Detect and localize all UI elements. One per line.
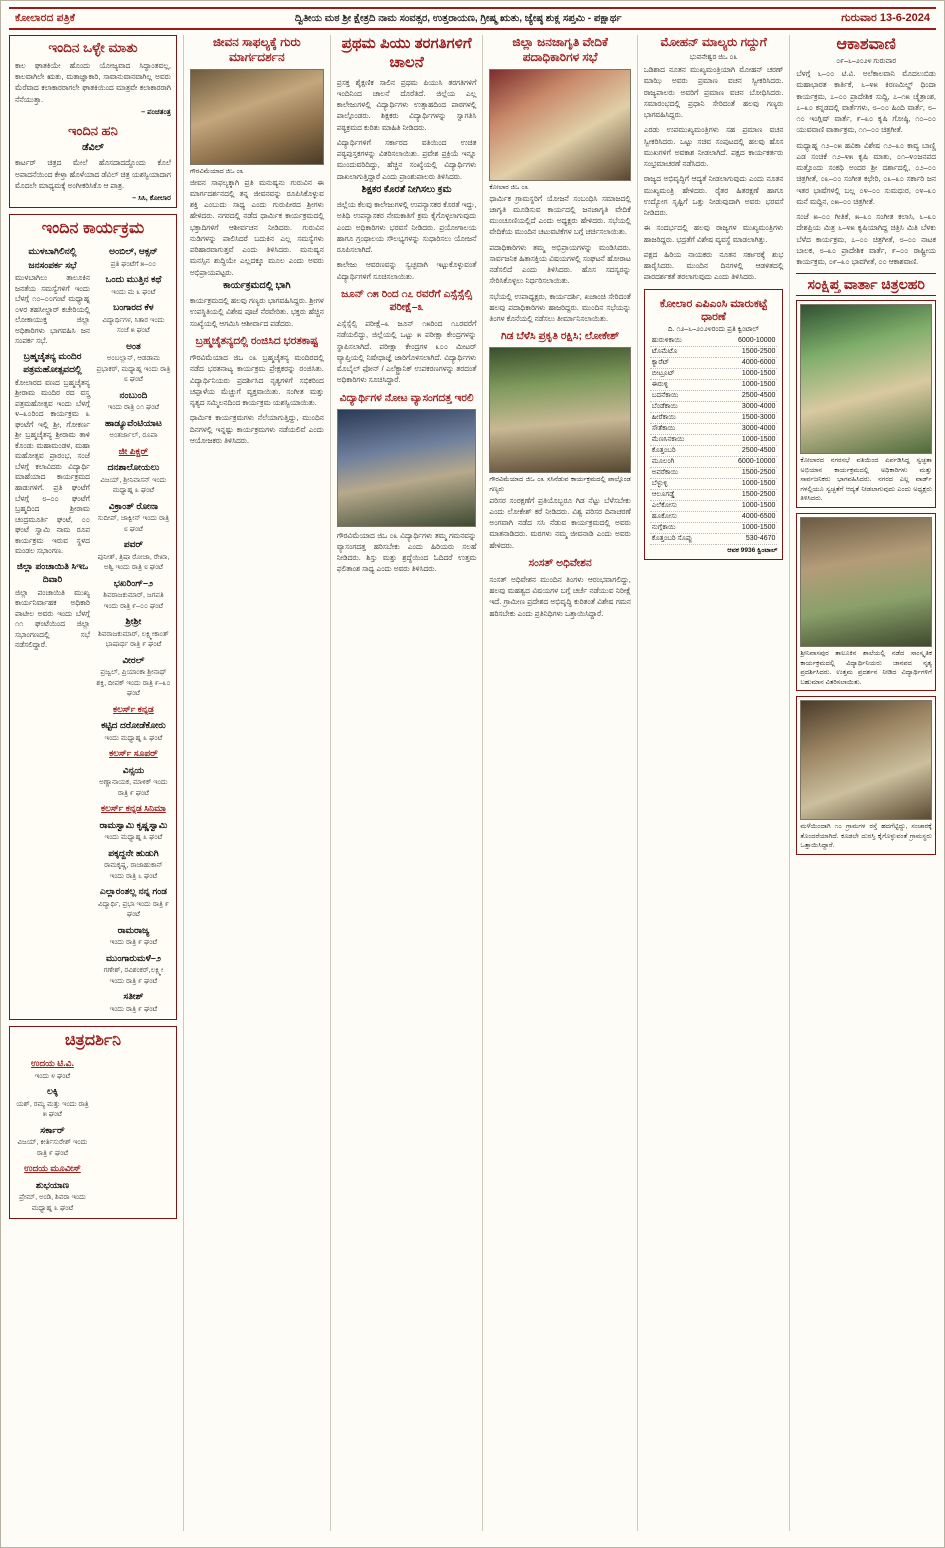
- pu-article-text-4: ಕಾಲೇಜು ಆವರಣವನ್ನು ಸ್ವಚ್ಛವಾಗಿ ಇಟ್ಟುಕೊಳ್ಳುವಂತೆ ವಿದ್ಯಾರ್ಥಿಗಳಿಗೆ ಸೂಚಿಸಲಾಯಿತು.: [336, 260, 477, 281]
- tv-title: ವಿಕ್ರಾಂತ್ ರೋನಾ: [108, 500, 159, 511]
- chitradarshini-box: [9, 1026, 177, 1219]
- table-row: [650, 478, 778, 489]
- table-row: [650, 489, 778, 500]
- tv-item: [96, 764, 171, 800]
- tv-title: ಶುಭಯಾಣ: [35, 1179, 70, 1190]
- gallery-item: [796, 696, 936, 855]
- tv-item: [96, 245, 171, 270]
- today-program-columns: [15, 242, 171, 1015]
- tv-title: ಎಲ್ಲಾರಂತಲ್ಲ ನನ್ನ ಗಂಡ: [99, 886, 167, 897]
- tv-time: ಇಂದು ರಾತ್ರಿ ೯ ಘಂಟೆ: [109, 939, 158, 947]
- chitradarshini-cols: [15, 1054, 171, 1214]
- gallery-photo-2: [800, 517, 932, 647]
- column-divider: [482, 35, 483, 1531]
- tv-item: [96, 847, 171, 883]
- commodity-price: 4000-6000: [716, 357, 778, 368]
- program-text: ಕೋಲಾರದ ವಣದ ಬ್ರಹ್ಮಚೈತನ್ಯ ಶ್ರೀರಾಮ ಮಂದಿರ ರದ ವಸ್ತ್ರ ಪತ್ರಮಹೋತ್ಸವ ಇಂದು ಬೆಳಗ್ಗೆ ೪–೩೦ರಿಂದ ಕಾರ್ಯಕ್ರಮ ೩ ಘಂಟೆಗೆ ಇಲ್ಲಿ ಶ್ರೀ, ಗೋಕರ್ಣ ಶ್ರೀ ಬ್ರಹ್ಮಚೈತನ್ಯ ಶ್ರೀರಾಮ ತಾಳಿ ಕೊಂಡು ಮಹಾಮಂಡಳ, ಮಹಾ ಮಹೋತ್ಸವ ಪ್ರಾರಂಭ, ಸಂಜೆ ಬೆಳಗ್ಗೆ ಕಲಾವಿದರು ವಿದ್ಯಾರ್ಥಿ ಮಾಹೆಯಾದ ಕಾರ್ಯಕ್ರಮದ ಹಾಡುಗಳಿಗೆ. ಪ್ರತಿ ಘಂಟೆಗೆ ಬೆಳಗ್ಗೆ ೮–೦೦ ಘಂಟೆಗೆ ಬ್ರಹ್ಮದಿಂದ ಶ್ರೀರಾಮ ಚಂದ್ರಮೂರ್ತಿ ಘಂಟೆ, ೦೦ ಘಂಟೆ ಸ್ವಾಮಿ ನಾಮ ರೂಪ ಕಾರ್ಯಕ್ರಮ ಇರುವ ಸ್ಥಳದ ಮಂಡಲ ಸಭಾಂಗಣ.: [15, 377, 90, 556]
- commodity-price: 1500-3000: [716, 412, 778, 423]
- forum-text-3: ಸಭೆಯಲ್ಲಿ ಉಪಾಧ್ಯಕ್ಷರು, ಕಾರ್ಯದರ್ಶಿ, ಖಜಾಂಚಿ ಸೇರಿದಂತೆ ಹಲವು ಪದಾಧಿಕಾರಿಗಳು ಹಾಜರಿದ್ದರು. ಮುಂದಿನ ಸಭೆಯನ್ನು ತಿಂಗಳ ಕೊನೆಯಲ್ಲಿ ನಡೆಸಲು ತೀರ್ಮಾನಿಸಲಾಯಿತು.: [489, 291, 631, 324]
- table-row: [650, 423, 778, 434]
- column-divider: [330, 35, 331, 1531]
- tv-time: ಅಂಬಲ್ಲಾನ್, ಆಡಡಾಮ ಪ್ರಭಾಕರ್, ಮಧ್ಯಾಹ್ನ ಇಂದು ರಾತ್ರಿ ೮ ಘಂಟೆ: [96, 355, 171, 384]
- tv-item: [96, 719, 171, 744]
- commodity-price: 2500-4500: [716, 445, 778, 456]
- commodity-name: ಹೀರೆಕಾಯಿ: [650, 412, 716, 423]
- commodity-name: ಮೆಣಸಿನಕಾಯಿ: [650, 434, 716, 445]
- tv-time: ಇಂದು ೪ ಘಂಟೆ: [34, 1072, 71, 1080]
- drop-text: ಕಾರ್ಟರ್ ಚಿತ್ರದ ಮೇಲೆ ಹೊಸದಾದದ್ದೊಂದು ಕೊಲೆ ಅಪಾದನೆಯಿಂದ ಕೇಳ್ತಾ ಹೊಳೆಯಾದ ಡೆವಿಲ್ ಚಿತ್ರ ಯಶಸ್ವಿಯಾದಾಗ ಮೊದಲೇ ಮಾಧ್ಯಮಕ್ಕೆ ಅಂಗೀಕರಿಸಿಕೊ ಆ ಪಾತ್ರ.: [15, 158, 171, 190]
- gallery-item: [796, 513, 936, 691]
- tv-title: ಕಟ್ಟಿದ ದರೋಡೆಕೋರು: [101, 720, 166, 731]
- today-program-title: ಇಂದಿನ ಕಾರ್ಯಕ್ರಮ: [41, 220, 145, 238]
- tv-title: ಒಂದು ಮುತ್ತಿನ ಕಥೆ: [105, 274, 162, 285]
- table-row: [650, 500, 778, 511]
- commodity-name: ಬೀಟ್ರೂಟ್: [650, 368, 716, 379]
- commodity-price: 1000-1500: [716, 434, 778, 445]
- column-3: [337, 35, 477, 1531]
- tv-title: ಭಖರಿಂಗ್–೨: [113, 577, 154, 588]
- tv-item: [96, 273, 171, 298]
- commodity-name: ಆಲೂಗಡ್ಡೆ: [650, 489, 716, 500]
- program-item: [15, 245, 90, 347]
- gallery-caption-1: ಕೋಲಾರದ ನಗರಸಭೆ ವತಿಯಿಂದ ಏರ್ಪಡಿಸಿದ್ದ ಸ್ವಚ್ಛತಾ ಅಭಿಯಾನ ಕಾರ್ಯಕ್ರಮದಲ್ಲಿ ಅಧಿಕಾರಿಗಳು ಮತ್ತು ಸಾರ್ವಜನಿಕರು ಭಾಗವಹಿಸಿದರು. ನಗರದ ಎಲ್ಲ ವಾರ್ಡ್ ಗಳಲ್ಲಿಯೂ ಸ್ವಚ್ಛತೆಗೆ ಆದ್ಯತೆ ನೀಡಲಾಗುವುದು ಎಂದು ಅಧ್ಯಕ್ಷರು ತಿಳಿಸಿದರು.: [800, 457, 932, 503]
- program-title: ಜಿಲ್ಲಾ ಪಂಚಾಯಿತಿ ಸಿಇಒ ದಿವಾರಿ: [16, 560, 89, 585]
- tv-time: ಗಣೇಶ್, ರವಿಶಂಕರ್,ಲಕ್ಷ್ಮೀ ಇಂದು ರಾತ್ರಿ ೯ ಘಂಟೆ: [103, 967, 164, 985]
- column-divider: [789, 35, 790, 1531]
- commodity-name: ಹುರುಳಿಕಾಯಿ: [650, 336, 716, 347]
- mohan-text-5: ಪಕ್ಷದ ಹಿರಿಯ ನಾಯಕರು ನೂತನ ಸರ್ಕಾರಕ್ಕೆ ಶುಭ ಹಾರೈಸಿದರು. ಮುಂದಿನ ದಿನಗಳಲ್ಲಿ ಆಡಳಿತದಲ್ಲಿ ಪಾರದರ್ಶಕತೆ ತರಲಾಗುವುದು ಎಂದು ತಿಳಿಸಿದರು.: [643, 249, 784, 282]
- tv-time: ವಿದ್ಯಾರ್ಥಿ, ಪ್ರಭಾ ಇಂದು ರಾತ್ರಿ ೯ ಘಂಟೆ: [97, 900, 169, 919]
- forum-text-2: ಪದಾಧಿಕಾರಿಗಳು ತಮ್ಮ ಅಭಿಪ್ರಾಯಗಳನ್ನು ಮಂಡಿಸಿದರು. ಸಾರ್ವಜನಿಕ ಹಿತಾಸಕ್ತಿಯ ವಿಷಯಗಳಲ್ಲಿ ಸಂಘಟನೆ ಹೋರಾಟ ನಡೆಸಲಿದೆ ಎಂದು ತಿಳಿಸಿದರು. ಹೊಸ ಸದಸ್ಯರನ್ನು ಸೇರಿಸಿಕೊಳ್ಳಲು ನಿರ್ಧರಿಸಲಾಯಿತು.: [489, 242, 631, 286]
- forum-photo-caption: ಕೋಲಾರ ಜಿಒ ೦೩: [489, 184, 529, 191]
- students-photo: [337, 409, 477, 527]
- commodity-name: ಈರುಳ್ಳಿ: [650, 379, 716, 390]
- tv-time: ವಿದ್ಯಾರ್ಥಿಗಳ, ಸಿತಾರ ಇಂದು ಸಂಜೆ ೫ ಘಂಟೆ: [102, 316, 165, 335]
- tv-title: ನಂಬುಂದಿ: [119, 389, 148, 400]
- commodity-name: ಕೊತ್ತಂಬರಿ: [650, 445, 716, 456]
- tv-time: ವಿಜಯ್, ಕೀರ್ತಿಸುರೇಶ್ ಇಂದು ರಾತ್ರಿ ೯ ಘಂಟೆ: [17, 1139, 88, 1157]
- chitradarshini-right: [96, 1054, 171, 1214]
- commodity-price: 3000-4000: [716, 423, 778, 434]
- tv-time: ಅಂತರ್ಜಾಲ್, ರೂಪಾ: [109, 432, 158, 440]
- commodity-name: ಸೌತೆಕಾಯಿ: [650, 423, 716, 434]
- commodity-name: ಹೂಕೋಸು: [650, 511, 716, 522]
- parliament-text: ಸಂಸತ್ ಅಧಿವೇಶನ ಮುಂದಿನ ತಿಂಗಳು ಆರಂಭವಾಗಲಿದ್ದು, ಹಲವು ಮಹತ್ವದ ವಿಷಯಗಳ ಬಗ್ಗೆ ಚರ್ಚೆ ನಡೆಯುವ ನಿರೀಕ್ಷೆ ಇದೆ. ಗ್ರಾಮೀಣ ಪ್ರದೇಶದ ಅಭಿವೃದ್ಧಿ ಕುರಿತಂತೆ ವಿಶೇಷ ಗಮನ ಹರಿಸಬೇಕು ಎಂದು ಪ್ರತಿನಿಧಿಗಳು ಒತ್ತಾಯಿಸಿದ್ದಾರೆ.: [489, 574, 631, 618]
- tv-time: ಇಂದು ಮಧ್ಯಾಹ್ನ ೩ ಘಂಟೆ: [104, 834, 163, 842]
- tv-title: ಮುಂಗಾರುಮಳೆ–೨: [105, 952, 161, 963]
- table-row: [650, 390, 778, 401]
- tv-item: [96, 500, 171, 536]
- guru-photo: [190, 69, 324, 165]
- chitradarshini-title: ಚಿತ್ರದರ್ಶಿನಿ: [64, 1032, 122, 1050]
- tv-channel: ಕಲರ್ಸ್ ಸೂಪರ್: [109, 748, 158, 759]
- pu-article-subhead: ಶಿಕ್ಷಕರ ಕೊರತೆ ನೀಗಿಸಲು ಕ್ರಮ: [361, 183, 452, 195]
- mohan-text-3: ರಾಜ್ಯದ ಅಭಿವೃದ್ಧಿಗೆ ಆದ್ಯತೆ ನೀಡಲಾಗುವುದು ಎಂದು ನೂತನ ಮುಖ್ಯಮಂತ್ರಿ ಹೇಳಿದರು. ರೈತರ ಹಿತರಕ್ಷಣೆ ಹಾಗೂ ಉದ್ಯೋಗ ಸೃಷ್ಟಿಗೆ ಒತ್ತು ನೀಡುವುದಾಗಿ ಅವರು ಭರವಸೆ ನೀಡಿದರು.: [643, 174, 784, 217]
- today-program-box: [9, 214, 177, 1020]
- pu-article-text-2: ವಿದ್ಯಾರ್ಥಿಗಳಿಗೆ ಸರ್ಕಾರದ ವತಿಯಿಂದ ಉಚಿತ ಪಠ್ಯಪುಸ್ತಕಗಳನ್ನು ವಿತರಿಸಲಾಯಿತು. ಪ್ರವೇಶ ಪ್ರಕ್ರಿಯೆ ಇನ್ನೂ ಮುಂದುವರಿದಿದ್ದು, ಹೆಚ್ಚಿನ ಸಂಖ್ಯೆಯಲ್ಲಿ ವಿದ್ಯಾರ್ಥಿಗಳು ದಾಖಲಾಗುತ್ತಿದ್ದಾರೆ ಎಂದು ಪ್ರಾಂಶುಪಾಲರು ತಿಳಿಸಿದರು.: [336, 137, 477, 181]
- tv-time: ಇಂದು ರಾತ್ರಿ ೯ ಘಂಟೆ: [109, 1005, 158, 1013]
- today-program-right: [96, 242, 171, 1015]
- masthead-day: ಗುರುವಾರ: [841, 12, 877, 24]
- column-4: [489, 35, 631, 1531]
- tv-title: ಪಕ್ಕದ್ದನೇ ಹುಡುಗಿ: [108, 847, 159, 858]
- commodity-name: ಎಲೆಕೋಸು: [650, 500, 716, 511]
- table-row: [650, 368, 778, 379]
- tv-time: ಪುನೀತ್, ತ್ರಿಷಾ ರೋಜಾ, ರೇಖಾ, ಅಶ್ವಿ ಇಂದು ರಾತ್ರಿ ೮ ಘಂಟೆ: [97, 553, 170, 572]
- table-row: [650, 522, 778, 533]
- commodity-price: 6000-10000: [716, 336, 778, 347]
- radio-title: ಆಕಾಶವಾಣಿ: [836, 36, 896, 53]
- commodity-name: ಅವರೆಕಾಯಿ: [650, 467, 716, 478]
- tv-time: ಶಿವರಾಜಕುಮಾರ್, ಲಕ್ಷ್ಮೀಕಾಂತ್ ಭಾಷಾರ್ಥ ರಾತ್ರಿ ೯ ಘಂಟೆ: [98, 630, 169, 649]
- commodity-price: 1500-2500: [716, 489, 778, 500]
- masthead-date-value: 13-6-2024: [879, 12, 930, 24]
- table-row: [650, 467, 778, 478]
- forum-headline: ಜಿಲ್ಲಾ ಜನಜಾಗೃತಿ ವೇದಿಕೆ ಪದಾಧಿಕಾರಿಗಳ ಸಭೆ: [512, 35, 608, 64]
- commodity-price: 1000-1500: [716, 522, 778, 533]
- sslc-exam-headline: ಜೂನ್ ೧೫ ರಿಂದ ೧೭ ರವರೆಗೆ ಎಸ್ಸೆಸ್ಸೆಲ್ಸಿ ಪರೀಕ್ಷೆ–೩: [341, 287, 473, 313]
- mohan-text-4: ಈ ಸಂದರ್ಭದಲ್ಲಿ ಹಲವು ರಾಜ್ಯಗಳ ಮುಖ್ಯಮಂತ್ರಿಗಳು ಹಾಜರಿದ್ದರು. ಭದ್ರತೆಗೆ ವಿಶೇಷ ವ್ಯವಸ್ಥೆ ಮಾಡಲಾಗಿತ್ತು.: [643, 223, 784, 244]
- today-program-left: [15, 242, 90, 1015]
- commodity-price: 530-4670: [716, 533, 778, 544]
- guru-article-text-1: ಜೀವನ ಸಾಫಲ್ಯಕ್ಕಾಗಿ ಪ್ರತಿ ಮನುಷ್ಯನು ಗುರುವಿನ ಈ ಮಾರ್ಗದರ್ಶನದಲ್ಲಿ ತನ್ನ ಜೀವನವನ್ನು ರೂಪಿಸಿಕೊಳ್ಳುವ ಶಕ್ತಿ ಎಂಬುದು ಸಾಧ್ಯ ಎಂದು ಗುರುಪೀಠದ ಶ್ರೀಗಳು ಹೇಳಿದರು. ನಗರದಲ್ಲಿ ನಡೆದ ಧಾರ್ಮಿಕ ಕಾರ್ಯಕ್ರಮದಲ್ಲಿ ಭಕ್ತಾದಿಗಳಿಗೆ ಆಶೀರ್ವಚನ ನೀಡಿದರು. ಗುರುವಿನ ನುಡಿಗಳನ್ನು ಪಾಲಿಸಿದರೆ ಬದುಕಿನ ಎಲ್ಲ ಸಮಸ್ಯೆಗಳು ಪರಿಹಾರವಾಗುತ್ತವೆ ಎಂದು ತಿಳಿಸಿದರು. ಮನುಷ್ಯನ ಮನಸ್ಸಿನ ಶುದ್ಧಿಯೇ ಎಲ್ಲದಕ್ಕೂ ಮೂಲ ಎಂದು ಅವರು ಅಭಿಪ್ರಾಯಪಟ್ಟರು.: [189, 177, 324, 277]
- gallery-photo-1: [800, 304, 932, 454]
- commodity-name: ಬದನೆಕಾಯಿ: [650, 390, 716, 401]
- tv-item: [96, 301, 171, 337]
- tv-title: ಪವರ್: [123, 539, 144, 550]
- tv-item: [96, 952, 171, 988]
- tv-time: ಸುದೀಪ್, ಜಾಕ್ವೀನ್ ಇಂದು ರಾತ್ರಿ ೮ ಘಂಟೆ: [97, 515, 170, 533]
- tv-channel: ಕಲರ್ಸ್ ಕನ್ನಡ: [113, 703, 154, 714]
- tv-time: ಇಂದು ಮ ೩ ಘಂಟೆ: [111, 288, 156, 296]
- commodity-name: ಕ್ಯಾರೆಟ್: [650, 357, 716, 368]
- tv-title: ಬಂಗಾರದ ಕೆಳ: [113, 302, 154, 313]
- commodity-price: 1000-1500: [716, 379, 778, 390]
- good-word-title: ಇಂದಿನ ಒಳ್ಳೇ ಮಾತು: [48, 40, 138, 55]
- program-item: [15, 560, 90, 651]
- commodity-price: 1000-1500: [716, 500, 778, 511]
- program-text: ಮುಳಬಾಗಿಲು ತಾಲೂಕಿನ ಜನತೆಯ ಸಮಸ್ಯೆಗಳಿಗೆ ಇಂದು ಬೆಳಗ್ಗೆ ೧೦–೦೦ಗಂಟೆ ಮಧ್ಯಾಹ್ನ ೦೪ರ ತಹಸೀಲ್ದಾರ್ ಕಚೇರಿಯಲ್ಲಿ ಲೋಕಾಯುಕ್ತ ಜಿಲ್ಲಾ ಅಧಿಕಾರಿಗಳು ಭಾಗವಹಿಸಿ ಜನ ಸಂಪರ್ಕ ಸಭೆ.: [15, 273, 90, 346]
- gallery-item: [796, 300, 936, 508]
- column-6: [796, 35, 936, 1531]
- commodity-price: 6000-10000: [716, 456, 778, 467]
- commodity-price: 1000-1500: [716, 478, 778, 489]
- masthead-publication: ಕೋಲಾರದ ಪತ್ರಿಕೆ: [15, 12, 76, 24]
- guru-photo-caption: ಗೌರವಿಮೆಯಾದ ಜಿಒ ೦೩: [189, 168, 244, 175]
- tv-item: [96, 615, 171, 651]
- masthead-calendar: ದ್ವಿತೀಯ ಮಠ ಶ್ರೀ ಕ್ಷೇತ್ರದಿ ನಾಮ ಸಂವತ್ಸರ, ಉತ್ತರಾಯಣ, ಗ್ರೀಷ್ಮ ಋತು, ಜ್ಯೇಷ್ಠ ಶುಕ್ಲ ಸಪ್ತಮಿ - ಪಕ್ಷಾರ್ಥ: [294, 13, 622, 24]
- commodity-price: 1000-1500: [716, 368, 778, 379]
- forum-text-1: ಧಾರ್ಮಿಕ ಗ್ರಾಮಸ್ಥರಿಗೆ ಯೋಜನೆ ಸಂಬಂಧಿಸಿ ಸಮಾಜದಲ್ಲಿ ಜಾಗೃತಿ ಮೂಡಿಸುವ ಕಾರ್ಯದಲ್ಲಿ ಜನಜಾಗೃತಿ ವೇದಿಕೆ ಮುಂಚೂಣಿಯಲ್ಲಿದೆ ಎಂದು ಅಧ್ಯಕ್ಷರು ಹೇಳಿದರು. ಸಭೆಯಲ್ಲಿ ವೇದಿಕೆಯ ಮುಂದಿನ ಚಟುವಟಿಕೆಗಳ ಬಗ್ಗೆ ಚರ್ಚಿಸಲಾಯಿತು.: [489, 193, 631, 237]
- tv-title: ಅಂತ: [126, 340, 141, 351]
- tv-title: ದನಶಾಲೋಯಲು: [107, 462, 160, 473]
- tv-item: [96, 445, 171, 459]
- tv-title: ಶ್ರೀಶ್ರೀ: [125, 616, 142, 627]
- gallery-caption-2: ಶ್ರೀನಿವಾಸಪುರ ತಾಲೂಕಿನ ಶಾಲೆಯಲ್ಲಿ ನಡೆದ ಸಾಂಸ್ಕೃತಿಕ ಕಾರ್ಯಕ್ರಮದಲ್ಲಿ ವಿದ್ಯಾರ್ಥಿನಿಯರು ಜಾನಪದ ನೃತ್ಯ ಪ್ರದರ್ಶಿಸಿದರು. ಉತ್ತಮ ಪ್ರದರ್ಶನ ನೀಡಿದ ವಿದ್ಯಾರ್ಥಿಗಳಿಗೆ ಬಹುಮಾನ ವಿತರಿಸಲಾಯಿತು.: [800, 649, 932, 686]
- tv-time: ಇಂದು ರಾತ್ರಿ ೦೧ ಘಂಟೆ: [107, 404, 160, 412]
- drop-title: ಇಂದಿನ ಹನಿ: [68, 122, 118, 138]
- tv-item: [96, 461, 171, 497]
- tv-time: ರಾಮಕೃಷ್ಣ, ರಾಜಾಹುಕಾನ್ ಇಂದು ರಾತ್ರಿ ೬ ಘಂಟೆ: [104, 862, 163, 880]
- column-divider: [183, 35, 184, 1531]
- parliament-headline: ಸಂಸತ್ ಅಧಿವೇಶನ: [528, 556, 592, 569]
- plant-trees-text: ಪರಿಸರ ಸಂರಕ್ಷಣೆಗೆ ಪ್ರತಿಯೊಬ್ಬರೂ ಗಿಡ ನೆಟ್ಟು ಬೆಳೆಸಬೇಕು ಎಂದು ಲೋಕೇಶ್ ಕರೆ ನೀಡಿದರು. ವಿಶ್ವ ಪರಿಸರ ದಿನಾಚರಣೆ ಅಂಗವಾಗಿ ನಡೆದ ಸಸಿ ನೆಡುವ ಕಾರ್ಯಕ್ರಮದಲ್ಲಿ ಅವರು ಮಾತನಾಡಿದರು. ಮರಗಳು ನಮ್ಮ ಜೀವನಾಡಿ ಎಂದು ಅವರು ಹೇಳಿದರು.: [489, 495, 631, 550]
- students-focus-text: ಗೌರವಿಮೆಯಾದ ಜಿಒ ೦೩ ವಿದ್ಯಾರ್ಥಿಗಳು ತಮ್ಮ ಗಮನವನ್ನು ವ್ಯಾಸಂಗದತ್ತ ಹರಿಸಬೇಕು ಎಂದು ಹಿರಿಯರು ಸಲಹೆ ನೀಡಿದರು. ಶಿಸ್ತು ಮತ್ತು ಶ್ರದ್ಧೆಯಿಂದ ಓದಿದರೆ ಉತ್ತಮ ಫಲಿತಾಂಶ ಸಾಧ್ಯ ಎಂದು ಅವರು ತಿಳಿಸಿದರು.: [336, 530, 477, 574]
- good-word-text: ಕಾಲ ಘಾತಕಿಯೇ ಹೊಂದು ಯೋಜ್ಯವಾದ ಸಿದ್ಧಾಂತವಲ್ಲ, ಕಾಲವಾಗಿಲೇ ಋತು, ಮತಾಜ್ಞಾಕಾರಿ, ಸಾವಾನುವಾನವಾಗಿಲ್ಲ ಅವರು ಮೆರೆವಾದ ಕಲಾಕಾರರಾಗಲೇ ಘಾತಕಿಯಿಂದ ಮಾತ್ರವೇ ಕಲಾಕಾರರಾಗಿ ನೆನೆಯುತ್ತಾ.: [15, 60, 171, 104]
- commodity-name: ಬೆಂಡೆಕಾಯಿ: [650, 401, 716, 412]
- tv-time: ಶಿವರಾಜಕುಮಾರ್, ಜಗಪತಿ ಇಂದು ರಾತ್ರಿ ೯–೦೦ ಘಂಟೆ: [103, 592, 164, 610]
- tv-time: ಪ್ರತಿ ಘಂಟೆಗೆ ೫–೦೦: [110, 260, 157, 268]
- forum-photo: [489, 69, 631, 181]
- commodity-name: ಬೆಳ್ಳುಳ್ಳಿ: [650, 478, 716, 489]
- masthead: [9, 7, 936, 30]
- bharatanatya-headline: ಬ್ರಹ್ಮಚೈತನ್ಯದಲ್ಲಿ ರಂಜಿಸಿದ ಭರತಕಾಷ್ಟ: [195, 334, 319, 347]
- market-rates-total: ಆವಕ 9936 ಕ್ವಿಂಟಾಲ್: [727, 546, 778, 554]
- tv-item: [96, 577, 171, 613]
- column-5: [644, 35, 784, 1531]
- commodity-name: ಮೂಲಂಗಿ: [650, 456, 716, 467]
- tv-item: [96, 654, 171, 700]
- guru-article-subhead-1: ಕಾರ್ಯಕ್ರಮದಲ್ಲಿ ಭಾಗಿ: [223, 279, 291, 291]
- radio-date: ೦೯–೬–೨೦೨೪ ಗುರುವಾರ: [836, 58, 897, 65]
- tv-item: [96, 417, 171, 442]
- tv-channel: ಕಲರ್ಸ್ ಕನ್ನಡ ಸಿನಿಮಾ: [101, 803, 166, 814]
- tv-title: ಸತೀಶ್: [123, 991, 144, 1002]
- tv-time: ಪ್ರಜ್ವಲ್, ಪ್ರಿಯಾಂಕಾ ಶ್ರೀನಾಥ್ ಶಕ್ತಿ, ದೀಪಕ್ ಇಂದು ರಾತ್ರಿ ೯–೩೦ ಘಂಟೆ: [96, 669, 171, 698]
- tv-item: [96, 538, 171, 574]
- pu-article-headline: ಪ್ರಥಮ ಪಿಯು ತರಗತಿಗಳಿಗೆ ಚಾಲನೆ: [341, 35, 472, 71]
- tv-channel: ಜೀ ಪಿಕ್ಚರ್: [118, 445, 149, 456]
- market-rates-table: [650, 336, 778, 545]
- radio-schedule-afternoon: ಮಧ್ಯಾಹ್ನ ೧೨–೦೫ ಹವಿಕಾ ವಿಶೇಷ ೧೨–೩೦ ಕಾವ್ಯ ಬಾಣ್ಣಿ ಎಡ ಸಂಚಿಕೆ ೧೨–೪೫ ಕೃಷಿ ಮಾತು, ೦೧–೪೦ಜನಪದ ಮತ್ತೊಂದು ಸಂಕಥಿ ಅಂದರ ಶ್ರೀ ದರ್ಶಾದಲ್ಲಿ, ೦೨–೦೦ ಚಿತ್ರಗೀತೆ, ೦೩–೦೦ ಸಂಗೀತ ಕಛೇರಿ, ೦೩–೩೦ ಸರ್ಕಾರಿ ಜನ ಇತರ ಭಾಷೆಗಳಲ್ಲಿ ಬಲ್ಲ ೦೪–೦೦ ಸುಮಧುರ, ೦೪–೩೦ ಮನೆ ಮದ್ದಿನ, ೦೫–೦೦ ಚಿತ್ರಗೀತೆ.: [796, 140, 936, 206]
- column-divider: [637, 35, 638, 1531]
- mohan-text-2: ಎರಡು ಉಪಮುಖ್ಯಮಂತ್ರಿಗಳು ಸಹ ಪ್ರಮಾಣ ವಚನ ಸ್ವೀಕರಿಸಿದರು. ಒಟ್ಟು ಸಚಿವ ಸಂಪುಟದಲ್ಲಿ ಹಲವು ಹೊಸ ಮುಖಗಳಿಗೆ ಅವಕಾಶ ನೀಡಲಾಗಿದೆ. ಪಕ್ಷದ ಕಾರ್ಯಕರ್ತರು ಸಂಭ್ರಮಾಚರಣೆ ನಡೆಸಿದರು.: [643, 125, 784, 168]
- good-word-box: [9, 35, 177, 208]
- table-row: [650, 379, 778, 390]
- tv-time: ಪ್ರೇಮ್, ಅಂಡಿ, ಶಿವರಾ ಇಂದು ಮಧ್ಯಾಹ್ನ ೩ ಘಂಟೆ: [19, 1194, 86, 1212]
- bharatanatya-text-2: ಧಾರ್ಮಿಕ ಕಾರ್ಯಕ್ರಮಗಳು ನೆಲೆಯಾಗುತ್ತಿದ್ದು, ಮುಂದಿನ ದಿನಗಳಲ್ಲಿ ಇನ್ನಷ್ಟು ಕಾರ್ಯಕ್ರಮಗಳು ನಡೆಯಲಿವೆ ಎಂದು ಆಯೋಜಕರು ತಿಳಿಸಿದರು.: [189, 413, 324, 445]
- commodity-name: ಕೊತ್ತಂಬರಿ ಸೊಪ್ಪು: [650, 533, 716, 544]
- tv-item: [96, 389, 171, 414]
- pu-article-text-1: ಪ್ರಸಕ್ತ ಶೈಕ್ಷಣಿಕ ಸಾಲಿನ ಪ್ರಥಮ ಪಿಯುಸಿ ತರಗತಿಗಳಿಗೆ ಇಂದಿನಿಂದ ಚಾಲನೆ ದೊರೆತಿದೆ. ಜಿಲ್ಲೆಯ ಎಲ್ಲ ಕಾಲೇಜುಗಳಲ್ಲಿ ವಿದ್ಯಾರ್ಥಿಗಳು ಉತ್ಸಾಹದಿಂದ ಪಾಠಗಳಲ್ಲಿ ಪಾಲ್ಗೊಂಡರು. ಶಿಕ್ಷಕರು ವಿದ್ಯಾರ್ಥಿಗಳನ್ನು ಸ್ವಾಗತಿಸಿ ಪಠ್ಯಕ್ರಮದ ಕುರಿತು ಮಾಹಿತಿ ನೀಡಿದರು.: [336, 77, 477, 132]
- tv-title: ಹಾಡ್ಯೂವೆಂಟಿಯಾಟ: [105, 417, 162, 428]
- radio-schedule-evening: ಸಂಜೆ ೫–೦೦ ಗೀತಿಕೆ, ೫–೩೦ ಸಂಗೀತ ಕಲಾಸಿ, ೬–೩೦ ದೇಶಪ್ರಿಯ ಮಿತ್ರ ೬–೪೫ ಕೃಷಿಯಾಗಿದ್ದ ಚಿತ್ರಿಸಿ ಮಿತಿ ಬೆಳಕು ಬೆಳೆದ ಕಾರ್ಯಕ್ರಮ, ೭–೦೦ ಚಿತ್ರಗೀತೆ, ೮–೦೦ ನಾಟಕ ಬಾಲಕ, ೮–೩೦ ಪ್ರಾದೇಶಿಕ ವಾರ್ತೆ, ೯–೦೦ ರಾಷ್ಟ್ರೀಯ ಕಾರ್ಯಕ್ರಮ, ೦೯–೩೦ ಭಾವಗೀತೆ, ೦೦ ಆಕಾಶವಾಣಿ.: [796, 212, 936, 266]
- tv-item: [96, 819, 171, 844]
- masthead-date: [841, 12, 930, 25]
- tv-item: [96, 340, 171, 386]
- tv-item: [96, 802, 171, 816]
- tv-item: [96, 990, 171, 1015]
- students-focus-headline: ವಿದ್ಯಾರ್ಥಿಗಳ ನೋಟ ವ್ಯಾಸಂಗದತ್ತ ಇರಲಿ: [339, 391, 474, 404]
- mohan-text-1: ಒಡಿಶಾದ ನೂತನ ಮುಖ್ಯಮಂತ್ರಿಯಾಗಿ ಮೋಹನ್ ಚರಣ್ ಮಾಝಿ ಅವರು ಪ್ರಮಾಣ ವಚನ ಸ್ವೀಕರಿಸಿದರು. ರಾಜ್ಯಪಾಲರು ಅವರಿಗೆ ಪ್ರಮಾಣ ವಚನ ಬೋಧಿಸಿದರು. ಸಮಾರಂಭದಲ್ಲಿ ಪ್ರಧಾನಿ ಸೇರಿದಂತೆ ಹಲವು ಗಣ್ಯರು ಭಾಗವಹಿಸಿದ್ದರು.: [643, 65, 784, 119]
- tv-title: ಲಕ್ಕಿ: [47, 1086, 58, 1097]
- mohan-headline: ಮೋಹನ್ ಮಾಲ್ಯರು ಗದ್ದುಗೆ: [660, 35, 767, 49]
- chitradarshini-left: [15, 1054, 90, 1214]
- tv-title: ವೀರಲ್: [122, 654, 145, 665]
- market-rates-date: ದಿ. ೧೨–೬–೨೦೨೪ರಂದು ಪ್ರತಿ ಕ್ವಿಂಟಾಲ್: [668, 325, 760, 333]
- tv-item: [96, 747, 171, 761]
- program-title: ಮುಳಬಾಗಿಲಿನಲ್ಲಿ ಜನಸಂಪರ್ಕ ಸಭೆ: [28, 246, 77, 270]
- tv-time: ವಿಜಯ್, ಶ್ರೀನಿವಾಸನ್ ಇಂದು ಮಧ್ಯಾಹ್ನ ೩ ಘಂಟೆ: [100, 476, 167, 495]
- tv-item: [96, 885, 171, 921]
- radio-schedule-morning: ಬೆಳಗ್ಗೆ ೬–೦೦ ಟಿ.ವಿ. ಅಲೆಕಾಲವಾನಿ ಮೊದಲುಬಿಡು ಮಹಾಭಾರತ ಕಾರ್ತಿಕೆ, ೬–೪೫ ಕಿರಣಮಿಲ್ಡ್ ಧಿಂದಾ ಕಾರ್ಯಕ್ರಮ, ೭–೦೦ ಪ್ರಾದೇಶಿಕ ಸುದ್ದಿ, ೭–೧೫ ಚೈತ್ರಾಂಶ, ೭–೩೦ ಕನ್ನಡದಲ್ಲಿ ವಾರ್ತೆಗಳು, ೮–೦೦ ಹಿಂದಿ ವಾರ್ತೆ, ೮–೧೦ ಇಂಗ್ಲಿಷ್ ವಾರ್ತೆ, ೯–೩೦ ಕೃಷಿ ಗೋಷ್ಠಿ, ೧೦–೦೦ ಯುವವಾಣಿ ವಾರ್ತಾಕ್ರಮ, ೧೧–೦೦ ಚಿತ್ರಗೀತೆ.: [796, 69, 936, 135]
- commodity-price: 2500-4500: [716, 390, 778, 401]
- table-row: [650, 434, 778, 445]
- plant-trees-headline: ಗಿಡ ಬೆಳೆಸಿ ಪ್ರಕೃತಿ ರಕ್ಷಿಸಿ; ಲೋಕೇಶ್: [500, 330, 620, 343]
- tv-title: ಅಂಬಿಲ್, ಆಕ್ಸನ್: [109, 246, 158, 257]
- table-row: [650, 445, 778, 456]
- gallery-photo-3: [800, 700, 932, 820]
- drop-byline: – ಸಿಸಿ, ಕೋಲಾರ: [132, 193, 171, 203]
- drop-subtitle: ಡೆವಿಲ್: [82, 142, 104, 154]
- bharatanatya-text: ಗೌರವಿಮೆಯಾದ ಜಿಒ ೦೩ ಬ್ರಹ್ಮಚೈತನ್ಯ ಮಂದಿರದಲ್ಲಿ ನಡೆದ ಭರತನಾಟ್ಯ ಕಾರ್ಯಕ್ರಮ ಪ್ರೇಕ್ಷಕರನ್ನು ರಂಜಿಸಿತು. ವಿದ್ಯಾರ್ಥಿನಿಯರು ಪ್ರದರ್ಶಿಸಿದ ನೃತ್ಯಗಳಿಗೆ ಸಭಿಕರಿಂದ ಚಪ್ಪಾಳೆಯ ಮೆಚ್ಚುಗೆ ವ್ಯಕ್ತವಾಯಿತು. ಸಂಗೀತ ಮತ್ತು ನೃತ್ಯದ ಸಮ್ಮಿಲನದಿಂದ ಕಾರ್ಯಕ್ರಮ ಯಶಸ್ವಿಯಾಯಿತು.: [189, 353, 324, 408]
- sslc-exam-text: ಎಸ್ಸೆಸ್ಸೆಲ್ಸಿ ಪರೀಕ್ಷೆ–೩ ಜೂನ್ ೧೫ರಿಂದ ೧೭ರವರೆಗೆ ನಡೆಯಲಿದ್ದು, ಜಿಲ್ಲೆಯಲ್ಲಿ ಒಟ್ಟು ೫ ಪರೀಕ್ಷಾ ಕೇಂದ್ರಗಳನ್ನು ಸ್ಥಾಪಿಸಲಾಗಿದೆ. ಪರೀಕ್ಷಾ ಕೇಂದ್ರಗಳ ೩೦೦ ಮೀಟರ್ ವ್ಯಾಪ್ತಿಯಲ್ಲಿ ನಿಷೇಧಾಜ್ಞೆ ಜಾರಿಗೊಳಿಸಲಾಗಿದೆ. ವಿದ್ಯಾರ್ಥಿಗಳು ಮೊಬೈಲ್ ಫೋನ್ / ಎಲೆಕ್ಟ್ರಾನಿಕ್ ಉಪಕರಣಗಳನ್ನು ತರದಂತೆ ಅಧಿಕಾರಿಗಳು ಸೂಚಿಸಿದ್ದಾರೆ.: [336, 319, 477, 385]
- tv-item: [96, 703, 171, 717]
- mohan-dateline: ಭುವನೇಶ್ವರ ಜಿಒ ೦೩: [689, 54, 738, 61]
- tv-channel: ಉದಯ ಮೂವೀಸ್: [24, 1163, 81, 1174]
- column-1: [9, 35, 177, 1531]
- tv-item: [96, 924, 171, 949]
- commodity-price: 1500-2500: [716, 467, 778, 478]
- tv-title: ರಾಮರಾಜ್ಯ: [117, 924, 150, 935]
- commodity-price: 1500-2500: [716, 346, 778, 357]
- program-item: [15, 350, 90, 557]
- commodity-name: ಟೊಮೆಟೊ: [650, 346, 716, 357]
- good-word-byline: – ಪಂಚತಂತ್ರ: [141, 106, 171, 116]
- table-row: [650, 401, 778, 412]
- table-row: [650, 511, 778, 522]
- gallery-title: ಸಂಕ್ಷಿಪ್ತ ವಾರ್ತಾ ಚಿತ್ರಲಹರಿ: [796, 273, 936, 296]
- commodity-name: ನುಗ್ಗೆಕಾಯಿ: [650, 522, 716, 533]
- plant-trees-caption: ಗೌರವಿಮೆಯಾದ ಜಿಒ ೦೩ ಸಸಿನೆಡುವ ಕಾರ್ಯಕ್ರಮದಲ್ಲಿ ಪಾಲ್ಗೊಂಡ ಗಣ್ಯರು: [489, 476, 631, 493]
- column-2: [190, 35, 324, 1531]
- pu-article-text-3: ಜಿಲ್ಲೆಯ ಕೆಲವು ಕಾಲೇಜುಗಳಲ್ಲಿ ಉಪನ್ಯಾಸಕರ ಕೊರತೆ ಇದ್ದು, ಅತಿಥಿ ಉಪನ್ಯಾಸಕರ ನೇಮಕಾತಿಗೆ ಕ್ರಮ ಕೈಗೊಳ್ಳಲಾಗುವುದು ಎಂದು ಅಧಿಕಾರಿಗಳು ಭರವಸೆ ನೀಡಿದರು. ಪ್ರಯೋಗಾಲಯ ಹಾಗೂ ಗ್ರಂಥಾಲಯ ಸೌಲಭ್ಯಗಳನ್ನು ಸುಧಾರಿಸಲು ಯೋಜನೆ ರೂಪಿಸಲಾಗಿದೆ.: [336, 200, 477, 255]
- tv-channel: ಉದಯ ಟಿ.ವಿ.: [30, 1058, 74, 1069]
- market-rates-title: ಕೋಲಾರ ಎಪಿಎಂಸಿ ಮಾರುಕಟ್ಟೆ ಧಾರಣೆ: [659, 297, 768, 323]
- commodity-price: 4000-6500: [716, 511, 778, 522]
- tv-time: ಯಶ್, ರಮ್ಯ ಮತ್ತು ಇಂದು ರಾತ್ರಿ ೫ ಘಂಟೆ: [16, 1100, 89, 1119]
- commodity-price: 3000-4000: [716, 401, 778, 412]
- guru-article-text-2: ಕಾರ್ಯಕ್ರಮದಲ್ಲಿ ಹಲವು ಗಣ್ಯರು ಭಾಗವಹಿಸಿದ್ದರು. ಶ್ರೀಗಳ ಉಪಸ್ಥಿತಿಯಲ್ಲಿ ವಿಶೇಷ ಪೂಜೆ ನೆರವೇರಿತು. ಭಕ್ತರು ಹೆಚ್ಚಿನ ಸಂಖ್ಯೆಯಲ್ಲಿ ಆಗಮಿಸಿ ಆಶೀರ್ವಾದ ಪಡೆದರು.: [189, 296, 324, 328]
- tv-time: ಅಣ್ಣಾನಾಯಕ, ಮಾಳಿಕ್ ಇಂದು ರಾತ್ರಿ ೯ ಘಂಟೆ: [99, 779, 168, 797]
- table-row: [650, 357, 778, 368]
- tv-time: ಇಂದು ಮಧ್ಯಾಹ್ನ ೩ ಘಂಟೆ: [104, 734, 163, 742]
- table-row: [650, 412, 778, 423]
- table-row: [650, 336, 778, 347]
- tv-title: ರಾಮಸ್ವಾಮಿ ಕೃಷ್ಣಸ್ವಾಮಿ: [99, 819, 168, 830]
- table-row: [650, 346, 778, 357]
- market-rates-box: [644, 289, 784, 560]
- tv-title: ಸರ್ಕಾರ್: [40, 1124, 65, 1135]
- tv-title: ವಿನ್ಸಯ: [122, 764, 145, 775]
- guru-article-headline: ಜೀವನ ಸಾಫಲ್ಯಕ್ಕೆ ಗುರು ಮಾರ್ಗದರ್ಶನ: [212, 35, 301, 64]
- table-row: [650, 456, 778, 467]
- page-columns: [9, 35, 936, 1531]
- program-title: ಬ್ರಹ್ಮಚೈತನ್ಯ ಮಂದಿರ ಪತ್ರಮಹೋತ್ಸವದಲ್ಲಿ: [23, 350, 82, 375]
- gallery-caption-3: ಮಳೆಯಿಂದಾಗಿ ೧೦ ಗ್ರಾಮಗಳ ರಸ್ತೆ ಹದಗೆಟ್ಟಿದ್ದು, ಸಂಚಾರಕ್ಕೆ ತೊಂದರೆಯಾಗಿದೆ. ಕೂಡಲೇ ದುರಸ್ತಿ ಕೈಗೊಳ್ಳುವಂತೆ ಗ್ರಾಮಸ್ಥರು ಒತ್ತಾಯಿಸಿದ್ದಾರೆ.: [800, 823, 932, 850]
- table-row: [650, 533, 778, 544]
- plant-trees-photo: [489, 347, 631, 473]
- program-text: ಜಿಲ್ಲಾ ಪಂಚಾಯಿತಿ ಮುಖ್ಯ ಕಾರ್ಯನಿರ್ವಾಹಕ ಅಧಿಕಾರಿ ಪಾಟೀಲ ಅವರು ಇಂದು ಬೆಳಗ್ಗೆ ೧೧ ಘಂಟೆಯಿಂದ ಜಿಲ್ಲಾ ಸಭಾಂಗಣದಲ್ಲಿ ಸಭೆ ನಡೆಸಲಿದ್ದಾರೆ.: [15, 587, 90, 650]
